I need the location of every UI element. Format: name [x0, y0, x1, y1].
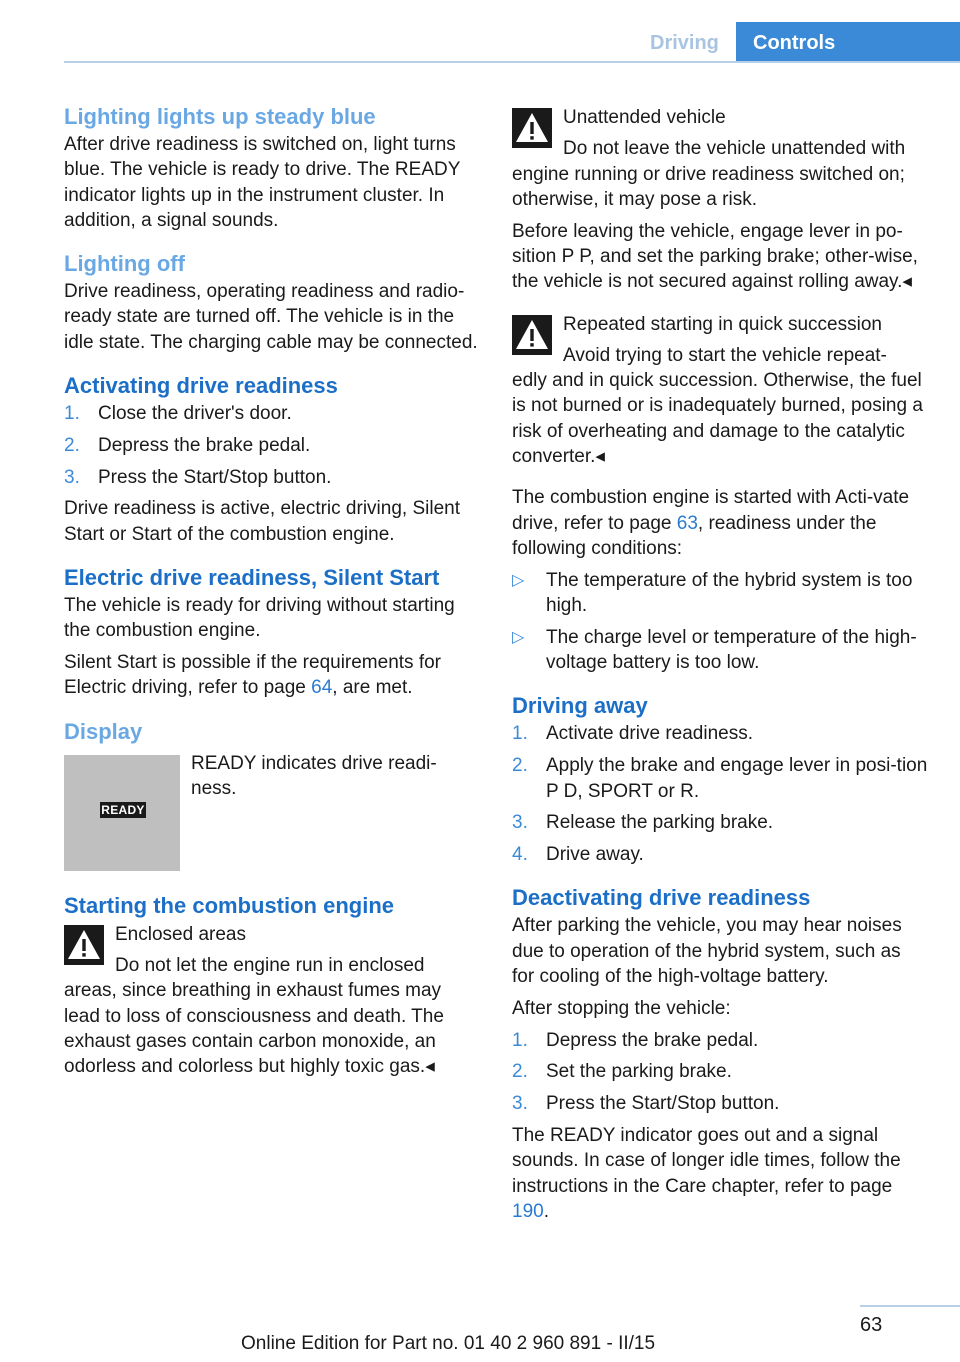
warning-triangle-icon — [512, 315, 552, 355]
text-electric-p2: Silent Start is possible if the requirements for Electric driving, refer to page 64, are met. — [64, 652, 442, 699]
warning-repeated-starting — [512, 311, 928, 470]
heading-starting-combustion-engine: Starting the combustion engine — [64, 892, 395, 918]
display-figure-row — [64, 751, 480, 891]
text-combustion-conditions: The combustion engine is started with Acti-vate drive, refer to page 63, readiness under the following conditions: — [512, 487, 910, 559]
list-item: 2. Set the parking brake. — [512, 1061, 732, 1083]
warning-triangle-icon — [64, 925, 104, 965]
triangle-bullet-icon: ▷ — [512, 628, 525, 646]
warning-text: engine running or drive readiness switched on; otherwise, it may pose a risk. — [512, 163, 905, 210]
heading-activating-drive-readiness: Activating drive readiness — [64, 373, 338, 399]
left-column — [64, 102, 480, 1086]
list-item: 2. Depress the brake pedal. — [64, 434, 311, 456]
list-item: ▷ The charge level or temperature of the high-voltage battery is too low. — [512, 626, 917, 674]
text-deactivating-p3: The READY indicator goes out and a signal sounds. In case of longer idle times, follow the instructions in the Care chapter, refer to page 190. — [512, 1125, 901, 1222]
header-rule — [64, 61, 960, 63]
list-item: 3. Release the parking brake. — [512, 812, 774, 834]
list-item: 1. Close the driver's door. — [64, 403, 292, 425]
driving-away-steps-list — [512, 721, 928, 867]
page-link-190[interactable]: 190 — [512, 1200, 544, 1222]
list-item: ▷ The temperature of the hybrid system is too high. — [512, 569, 913, 617]
list-item: 1. Activate drive readiness. — [512, 723, 753, 745]
heading-driving-away: Driving away — [512, 693, 648, 719]
text-deactivating-p1: After parking the vehicle, you may hear noises due to operation of the hybrid system, such as for cooling of the high-voltage battery. — [512, 915, 902, 988]
heading-lighting-off: Lighting off — [64, 251, 185, 277]
text-electric-p1: The vehicle is ready for driving without starting the combustion engine. — [64, 595, 455, 642]
warning-title: Enclosed areas — [115, 923, 246, 945]
warning-first-line: Do not let the engine run in enclosed — [115, 955, 425, 977]
text-deactivating-p2: After stopping the vehicle: — [512, 997, 731, 1019]
warning-enclosed-areas — [64, 921, 480, 1080]
text-lighting-steady-blue: After drive readiness is switched on, light turns blue. The vehicle is ready to drive. The READY indicator lights up in the instrument cluster. In addition, a signal sounds. — [64, 134, 461, 231]
heading-electric-drive-readiness: Electric drive readiness, Silent Start — [64, 565, 440, 591]
list-item: 2. Apply the brake and engage lever in posi-tion P D, SPORT or R. — [512, 755, 928, 802]
list-item: 1. Depress the brake pedal. — [512, 1029, 759, 1051]
page-link-64[interactable]: 64 — [311, 677, 333, 699]
ready-badge: READY — [101, 802, 145, 817]
list-item: 3. Press the Start/Stop button. — [512, 1093, 780, 1115]
heading-lighting-steady-blue: Lighting lights up steady blue — [64, 104, 376, 129]
conditions-list — [512, 568, 928, 676]
text-activate-after: Drive readiness is active, electric driving, Silent Start or Start of the combustion engine. — [64, 498, 460, 545]
page-link-63[interactable]: 63 — [676, 512, 698, 534]
text-lighting-off: Drive readiness, operating readiness and radio-ready state are turned off. The vehicle is in the idle state. The charging cable may be connected. — [64, 281, 478, 353]
list-item: 3. Press the Start/Stop button. — [64, 466, 332, 488]
footer-rule — [860, 1305, 960, 1307]
warning-unattended-vehicle — [512, 104, 928, 295]
heading-display: Display — [64, 718, 143, 744]
header-chapter-tab: Controls — [736, 22, 960, 63]
right-column — [512, 104, 928, 1231]
warning-triangle-icon — [512, 108, 552, 148]
page-number: 63 — [860, 1314, 883, 1336]
triangle-bullet-icon: ▷ — [512, 571, 525, 589]
heading-deactivating-drive-readiness: Deactivating drive readiness — [512, 885, 811, 911]
ready-display-image — [64, 755, 180, 871]
warning-title: Unattended vehicle — [563, 107, 726, 128]
text-display: READY indicates drive readi-ness. — [191, 752, 437, 800]
warning-text: edly and in quick succession. Otherwise, the fuel is not burned or is inadequately burned, posing a risk of overheating and damage to the catalytic converter.◂ — [512, 370, 923, 468]
warning-text: areas, since breathing in exhaust fumes may lead to loss of consciousness and death. The exhaust gases contain carbon monoxide, an odorless and colorless but highly toxic gas.◂ — [64, 980, 444, 1078]
warning-first-line: Avoid trying to start the vehicle repeat- — [563, 344, 887, 366]
warning-title: Repeated starting in quick succession — [563, 313, 882, 335]
warning-first-line: Do not leave the vehicle unattended with — [563, 138, 906, 160]
warning-text-2: Before leaving the vehicle, engage lever in po-sition P P, and set the parking brake; other-wise, the vehicle is not secured against rolling away.◂ — [512, 220, 918, 293]
footer-edition: Online Edition for Part no. 01 40 2 960 891 - II/15 — [241, 1333, 656, 1354]
activate-steps-list — [64, 401, 480, 490]
header-section: Driving — [650, 32, 719, 54]
list-item: 4. Drive away. — [512, 844, 644, 866]
deactivating-steps-list — [512, 1028, 928, 1117]
